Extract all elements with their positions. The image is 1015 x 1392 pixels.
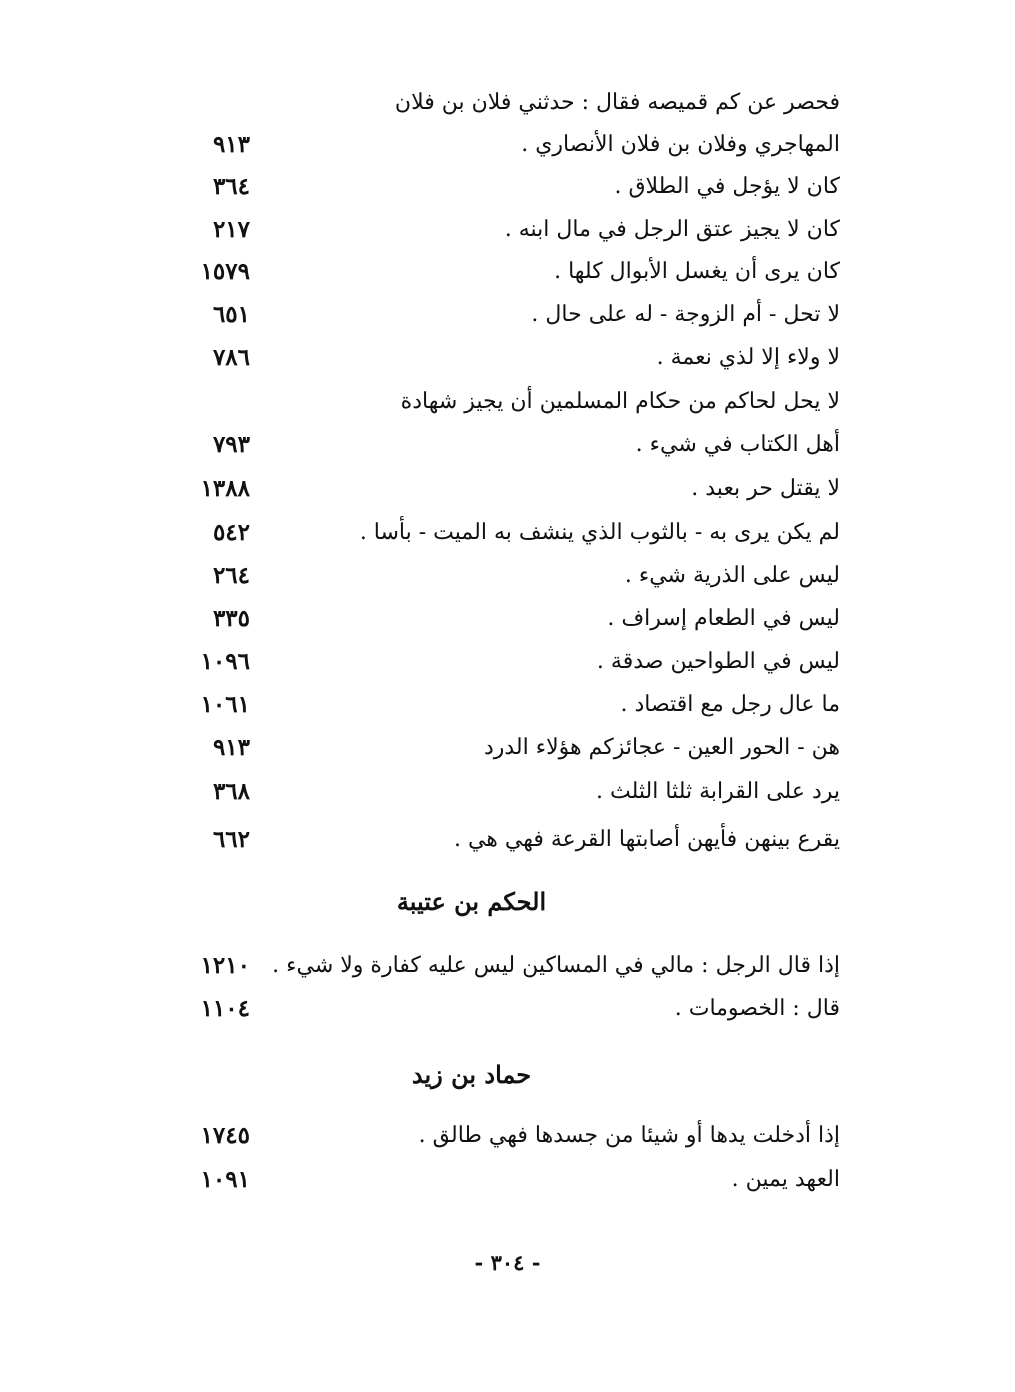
entry-text: لا يحل لحاكم من حكام المسلمين أن يجيز شهادة	[400, 389, 840, 414]
entry-text: لم يكن يرى به - بالثوب الذي ينشف به الميت - بأسا .	[359, 520, 840, 545]
entry-text: إذا أدخلت يدها أو شيئا من جسدها فهي طالق .	[418, 1123, 840, 1148]
list-item	[150, 944, 840, 988]
list-item	[150, 423, 840, 467]
list-item	[150, 293, 840, 337]
entry-number: ١٢١٠	[200, 952, 250, 979]
list-item	[150, 818, 840, 862]
list-item	[150, 250, 840, 294]
list-item	[150, 336, 840, 380]
list-item	[150, 123, 840, 167]
entry-number: ١٧٤٥	[200, 1122, 250, 1149]
list-item	[150, 554, 840, 598]
list-item	[150, 726, 840, 770]
entry-text: قال : الخصومات .	[674, 996, 840, 1021]
entry-number: ١٠٩٦	[200, 648, 250, 675]
list-item	[150, 597, 840, 641]
entry-text: فحصر عن كم قميصه فقال : حدثني فلان بن فلان	[394, 90, 840, 115]
entry-text: كان لا يؤجل في الطلاق .	[614, 174, 840, 199]
list-item	[150, 987, 840, 1031]
page-number: - ٣٠٤ -	[474, 1250, 541, 1275]
list-item	[150, 511, 840, 555]
entry-text: يقرع بينهن فأيهن أصابتها القرعة فهي هي .	[453, 827, 840, 852]
section-heading: حماد بن زيد	[411, 1060, 532, 1089]
entry-text: لا ولاء إلا لذي نعمة .	[656, 345, 840, 370]
entry-number: ٩١٣	[212, 131, 250, 158]
entry-text: لا تحل - أم الزوجة - له على حال .	[531, 302, 840, 327]
entry-text: أهل الكتاب في شيء .	[635, 432, 840, 457]
entry-text: ليس في الطعام إسراف .	[607, 606, 840, 631]
entry-number: ٣٦٤	[212, 173, 250, 200]
entry-number: ٧٨٦	[212, 344, 250, 371]
list-item	[150, 208, 840, 252]
entry-number: ٢١٧	[212, 216, 250, 243]
entry-text: ليس في الطواحين صدقة .	[596, 649, 840, 674]
entry-number	[180, 380, 250, 424]
entry-number: ٢٦٤	[212, 562, 250, 589]
section-heading: الحكم بن عتيبة	[396, 887, 547, 916]
entry-number: ٣٣٥	[212, 605, 250, 632]
entry-text: كان لا يجيز عتق الرجل في مال ابنه .	[504, 217, 840, 242]
list-item	[150, 165, 840, 209]
list-item	[150, 467, 840, 511]
entry-text: كان يرى أن يغسل الأبوال كلها .	[554, 259, 840, 284]
entry-number: ٦٥١	[212, 301, 250, 328]
list-item	[150, 683, 840, 727]
entry-text: المهاجري وفلان بن فلان الأنصاري .	[521, 132, 840, 157]
entry-text: لا يقتل حر بعبد .	[691, 476, 840, 501]
entry-number: ١٠٦١	[200, 691, 250, 718]
list-item	[150, 1158, 840, 1202]
entry-text: ليس على الذرية شيء .	[624, 563, 840, 588]
entry-text: إذا قال الرجل : مالي في المساكين ليس عليه كفارة ولا شيء .	[272, 953, 840, 978]
entry-text: يرد على القرابة ثلثا الثلث .	[596, 779, 840, 804]
list-item	[150, 770, 840, 814]
list-item	[150, 640, 840, 684]
entry-number: ١٥٧٩	[200, 258, 250, 285]
entry-number: ١٣٨٨	[200, 475, 250, 502]
entry-number: ٥٤٢	[212, 519, 250, 546]
list-item	[150, 81, 840, 125]
entry-number	[180, 81, 250, 125]
entry-text: العهد يمين .	[731, 1167, 840, 1192]
entry-text: هن - الحور العين - عجائزكم هؤلاء الدرد	[483, 735, 840, 760]
entry-text: ما عال رجل مع اقتصاد .	[620, 692, 840, 717]
list-item	[150, 1114, 840, 1158]
entry-number: ٩١٣	[212, 734, 250, 761]
entry-number: ٣٦٨	[212, 778, 250, 805]
entry-number: ٧٩٣	[212, 431, 250, 458]
entry-number: ١٠٩١	[200, 1166, 250, 1193]
list-item	[150, 380, 840, 424]
entry-number: ٦٦٢	[212, 826, 250, 853]
entry-number: ١١٠٤	[200, 995, 250, 1022]
